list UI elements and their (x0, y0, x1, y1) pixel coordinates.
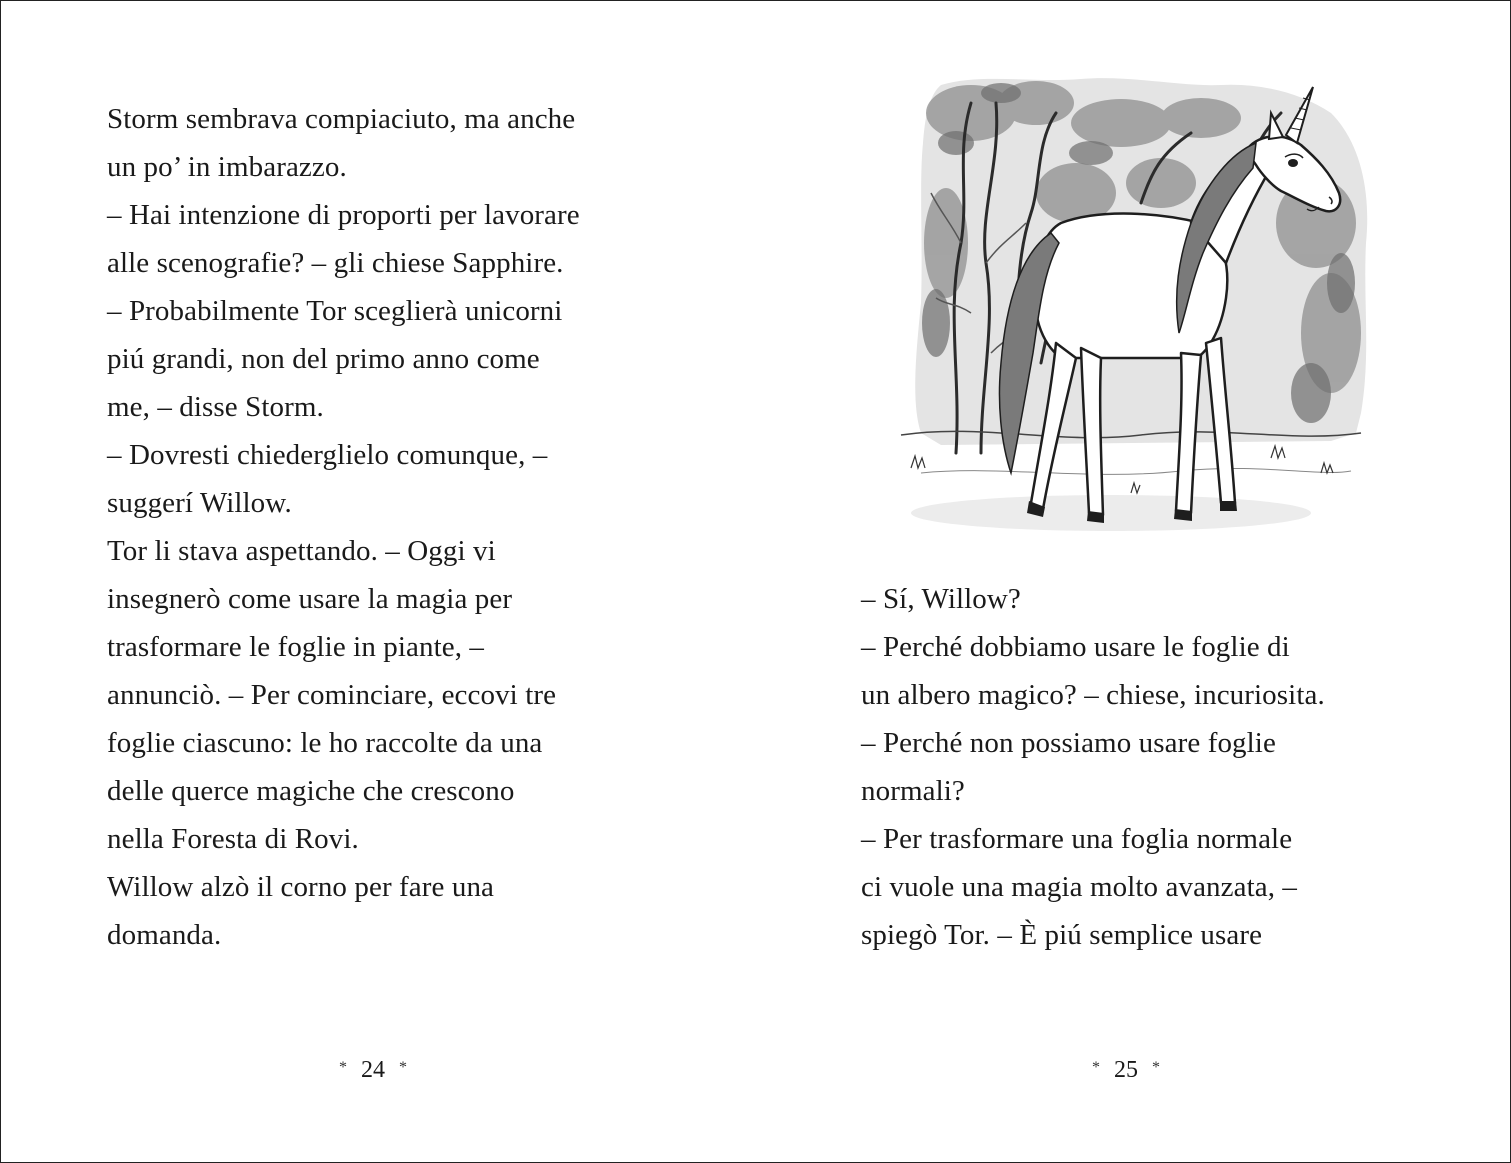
text-line: un po’ in imbarazzo. (107, 151, 347, 183)
text-line: Storm sembrava compiaciuto, ma anche (107, 103, 576, 135)
text-line: foglie ciascuno: le ho raccolte da una (107, 727, 543, 759)
left-page (1, 1, 756, 1162)
text-line: – Perché dobbiamo usare le foglie di (861, 631, 1290, 663)
text-line: suggerí Willow. (107, 487, 292, 519)
text-line: domanda. (107, 919, 222, 951)
text-line: ci vuole una magia molto avanzata, – (861, 871, 1298, 903)
text-line: Tor li stava aspettando. – Oggi vi (107, 535, 496, 567)
text-line: trasformare le foglie in piante, – (107, 631, 485, 663)
star-ornament-icon: * (1092, 1059, 1100, 1076)
left-page-text (107, 95, 707, 959)
page-number-left (339, 1051, 407, 1087)
text-line: – Perché non possiamo usare foglie (861, 727, 1276, 759)
unicorn-in-forest-illustration (861, 73, 1381, 539)
page-number-value: 25 (1114, 1057, 1138, 1083)
text-line: – Per trasformare una foglia normale (861, 823, 1293, 855)
text-line: – Hai intenzione di proporti per lavorare (107, 199, 580, 231)
page-number-value: 24 (361, 1057, 385, 1083)
text-line: annunciò. – Per cominciare, eccovi tre (107, 679, 557, 711)
star-ornament-icon: * (1152, 1059, 1160, 1076)
star-ornament-icon: * (339, 1059, 347, 1076)
text-line: – Sí, Willow? (861, 583, 1021, 615)
star-ornament-icon: * (399, 1059, 407, 1076)
text-line: un albero magico? – chiese, incuriosita. (861, 679, 1325, 711)
text-line: – Dovresti chiederglielo comunque, – (107, 439, 548, 471)
right-page (756, 1, 1510, 1162)
text-line: piú grandi, non del primo anno come (107, 343, 540, 375)
right-page-text (861, 575, 1461, 959)
text-line: normali? (861, 775, 965, 807)
page-number-right (1092, 1051, 1160, 1087)
text-line: alle scenografie? – gli chiese Sapphire. (107, 247, 564, 279)
text-line: – Probabilmente Tor sceglierà unicorni (107, 295, 563, 327)
text-line: delle querce magiche che crescono (107, 775, 515, 807)
text-line: Willow alzò il corno per fare una (107, 871, 495, 903)
text-line: insegnerò come usare la magia per (107, 583, 513, 615)
text-line: nella Foresta di Rovi. (107, 823, 359, 855)
text-line: spiegò Tor. – È piú semplice usare (861, 919, 1263, 951)
text-line: me, – disse Storm. (107, 391, 324, 423)
